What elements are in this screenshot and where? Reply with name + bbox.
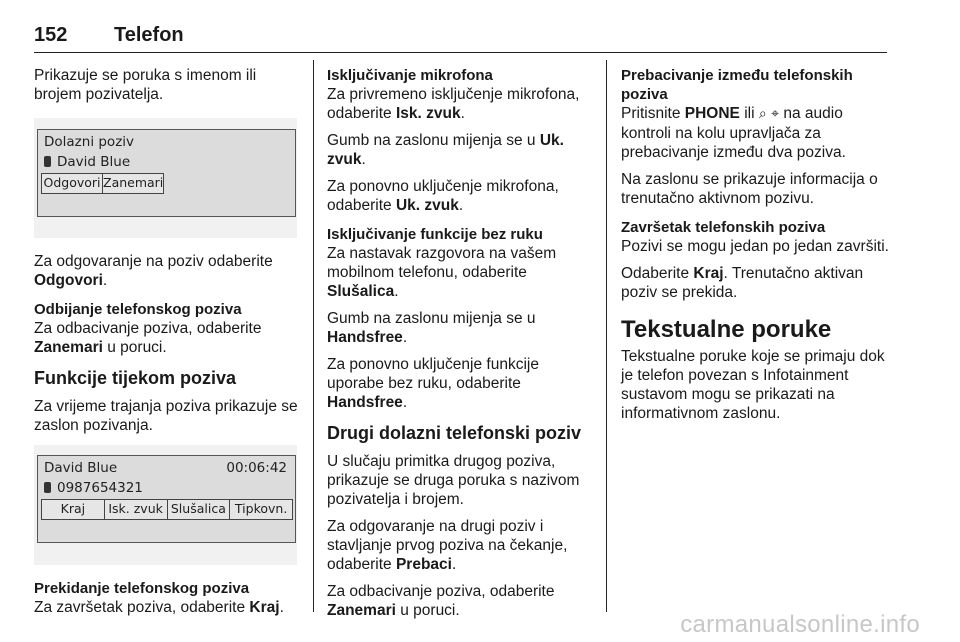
incoming-call-panel	[37, 129, 296, 217]
incoming-call-buttons	[41, 173, 292, 194]
sms-paragraph: Tekstualne poruke koje se primaju dok je telefon povezan s Infotainment sustavom mogu se prikazati na informativnom zaslonu.	[621, 348, 885, 422]
decline-paragraph: Za odbacivanje poziva, odaberite Zanemari u poruci.	[327, 583, 555, 619]
hold-paragraph: Za odgovaranje na drugi poziv i stavljanje prvog poziva na čekanje, odaberite Prebaci.	[327, 518, 568, 573]
reject-paragraph: Za odbacivanje poziva, odaberite Zanemari u poruci.	[34, 320, 262, 356]
end-call-button[interactable]: Kraj	[41, 499, 105, 520]
handsfree-change-paragraph: Gumb na zaslonu mijenja se u Handsfree.	[327, 310, 536, 346]
mute-paragraph: Za privremeno isključenje mikrofona, odaberite Isk. zvuk.	[327, 86, 580, 122]
active-call-buttons	[41, 499, 292, 520]
page-number: 152	[34, 24, 68, 46]
end-call-paragraph: Za završetak poziva, odaberite Kraj.	[34, 599, 284, 616]
watermark: carmanualsonline.info	[680, 611, 920, 638]
caller-number: 0987654321	[57, 480, 143, 496]
page-title: Telefon	[114, 24, 184, 46]
active-caller-row	[44, 458, 289, 478]
switch-heading: Prebacivanje između telefonskih poziva	[621, 67, 853, 103]
incoming-call-screen	[34, 118, 297, 238]
end-calls-paragraph: Pozivi se mogu jedan po jedan završiti.	[621, 238, 889, 255]
active-caller-name: David Blue	[44, 460, 118, 476]
handsfree-on-paragraph: Za ponovno uključenje funkcije uporabe bez ruku, odaberite Handsfree.	[327, 356, 539, 411]
column-3	[621, 66, 889, 431]
mobile-phone-icon	[44, 482, 51, 493]
number-row	[44, 478, 289, 498]
caller-row	[44, 152, 289, 172]
switch-info-paragraph: Na zaslonu se prikazuje informacija o trenutačno aktivnom pozivu.	[621, 171, 878, 207]
functions-paragraph: Za vrijeme trajanja poziva prikazuje se zaslon pozivanja.	[34, 398, 298, 434]
answer-paragraph: Za odgovaranje na poziv odaberite Odgovori.	[34, 253, 273, 289]
column-divider-2	[606, 60, 607, 612]
end-call-heading: Prekidanje telefonskog poziva	[34, 580, 250, 597]
intro-text: Prikazuje se poruka s imenom ili brojem pozivatelja.	[34, 67, 257, 103]
incoming-call-title: Dolazni poziv	[44, 134, 135, 150]
second-call-paragraph: U slučaju primitka drugog poziva, prikazuje se druga poruka s nazivom pozivatelja i brojem.	[327, 453, 580, 508]
header-rule	[34, 52, 887, 53]
active-call-panel	[37, 455, 296, 543]
mute-button[interactable]: Isk. zvuk	[104, 499, 168, 520]
keypad-button[interactable]: Tipkovn.	[229, 499, 293, 520]
answer-button[interactable]: Odgovori	[41, 173, 103, 194]
column-1	[34, 66, 302, 625]
unmute-paragraph: Za ponovno uključenje mikrofona, odaberite Uk. zvuk.	[327, 178, 559, 214]
call-timer: 00:06:42	[226, 460, 287, 476]
handsfree-paragraph: Za nastavak razgovora na vašem mobilnom telefonu, odaberite Slušalica.	[327, 245, 557, 300]
column-divider-1	[313, 60, 314, 612]
mute-change-paragraph: Gumb na zaslonu mijenja se u Uk. zvuk.	[327, 132, 564, 168]
reject-heading: Odbijanje telefonskog poziva	[34, 301, 242, 318]
end-calls-heading: Završetak telefonskih poziva	[621, 219, 826, 236]
active-call-screen	[34, 445, 297, 565]
functions-heading: Funkcije tijekom poziva	[34, 368, 237, 388]
mute-heading: Isključivanje mikrofona	[327, 67, 493, 84]
handsfree-heading: Isključivanje funkcije bez ruku	[327, 226, 543, 243]
handset-button[interactable]: Slušalica	[167, 499, 231, 520]
column-2	[327, 66, 595, 628]
ignore-button[interactable]: Zanemari	[102, 173, 164, 194]
second-call-heading: Drugi dolazni telefonski poziv	[327, 423, 582, 443]
caller-name: David Blue	[57, 154, 131, 170]
mobile-phone-icon	[44, 156, 51, 167]
end-select-paragraph: Odaberite Kraj. Trenutačno aktivan poziv se prekida.	[621, 265, 864, 301]
switch-paragraph: Pritisnite PHONE ili ⌕ ⌖ na audio kontroli na kolu upravljača za prebacivanje između dva poziva.	[621, 105, 846, 161]
sms-heading: Tekstualne poruke	[621, 316, 832, 343]
steering-phone-icons: ⌕ ⌖	[758, 106, 780, 122]
